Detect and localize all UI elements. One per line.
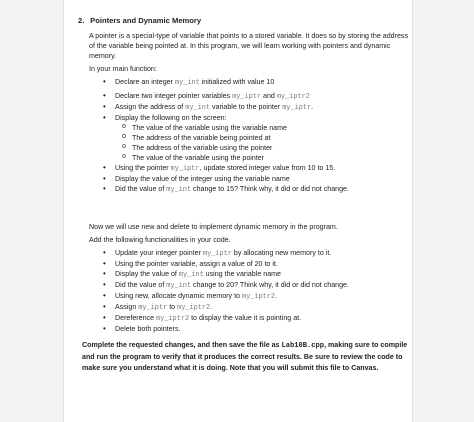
list-item: • Display the following on the screen: o The value of the variable using the variable name o The address of the variable being pointed at o The address of the variable using the pointer o The value of the variable using the pointer	[103, 113, 408, 163]
display-sublist	[122, 123, 408, 163]
filename: Lab10B.cpp	[281, 342, 325, 351]
sub-list-item: o The address of the variable being pointed at	[122, 133, 408, 143]
list-item: • Declare two integer pointer variables my_iptr and my_iptr2	[103, 91, 408, 102]
section-title: Pointers and Dynamic Memory	[90, 16, 202, 25]
main-task-list	[103, 77, 408, 195]
list-item: • Display the value of the integer using the variable name	[103, 174, 408, 184]
list-item: • Display the value of my_int using the variable name	[103, 269, 408, 280]
add-functionalities-label: Add the following functionalities in your code.	[89, 235, 231, 244]
functionality-list	[103, 248, 408, 335]
list-item: • Using the pointer variable, assign a value of 20 to it.	[103, 259, 408, 269]
list-item: • Declare an integer my_int initialized with value 10	[103, 77, 408, 88]
list-item: • Update your integer pointer my_iptr by allocating new memory to it.	[103, 248, 408, 259]
document-content	[78, 16, 408, 373]
new-delete-paragraph: Now we will use new and delete to implement dynamic memory in the program.	[89, 222, 338, 231]
list-item: • Using new, allocate dynamic memory to my_iptr2.	[103, 291, 408, 302]
list-item: • Assign the address of my_int variable to the pointer my_iptr.	[103, 102, 408, 113]
list-item: • Dereference my_iptr2 to display the value it is pointing at.	[103, 313, 408, 324]
list-item: • Did the value of my_int change to 15? Think why, it did or did not change.	[103, 184, 408, 195]
sub-list-item: o The value of the variable using the pointer	[122, 153, 408, 163]
sub-list-item: o The value of the variable using the variable name	[122, 123, 408, 133]
intro-paragraph: A pointer is a special-type of variable that points to a stored variable. It does so by storing the address of the variable being pointed at. In this program, we will learn working with pointers and dynamic memory.	[89, 32, 409, 61]
sub-list-item: o The address of the variable using the pointer	[122, 143, 408, 153]
list-item: • Delete both pointers.	[103, 324, 408, 334]
main-function-label: In your main function:	[89, 65, 157, 74]
list-item: • Did the value of my_int change to 20? Think why, it did or did not change.	[103, 280, 408, 291]
section-number: 2.	[78, 16, 85, 25]
document-page	[63, 0, 413, 422]
list-item: • Using the pointer my_iptr, update stored integer value from 10 to 15.	[103, 163, 408, 174]
section-heading	[78, 16, 408, 26]
list-item: • Assign my_iptr to my_iptr2.	[103, 302, 408, 313]
final-instructions: Complete the requested changes, and then save the file as Lab10B.cpp, making sure to compile and run the program to verify that it produces the correct results. Be sure to review the code to make sure you understand what it is doing. Note that you will submit this file to Canvas.	[82, 341, 408, 372]
